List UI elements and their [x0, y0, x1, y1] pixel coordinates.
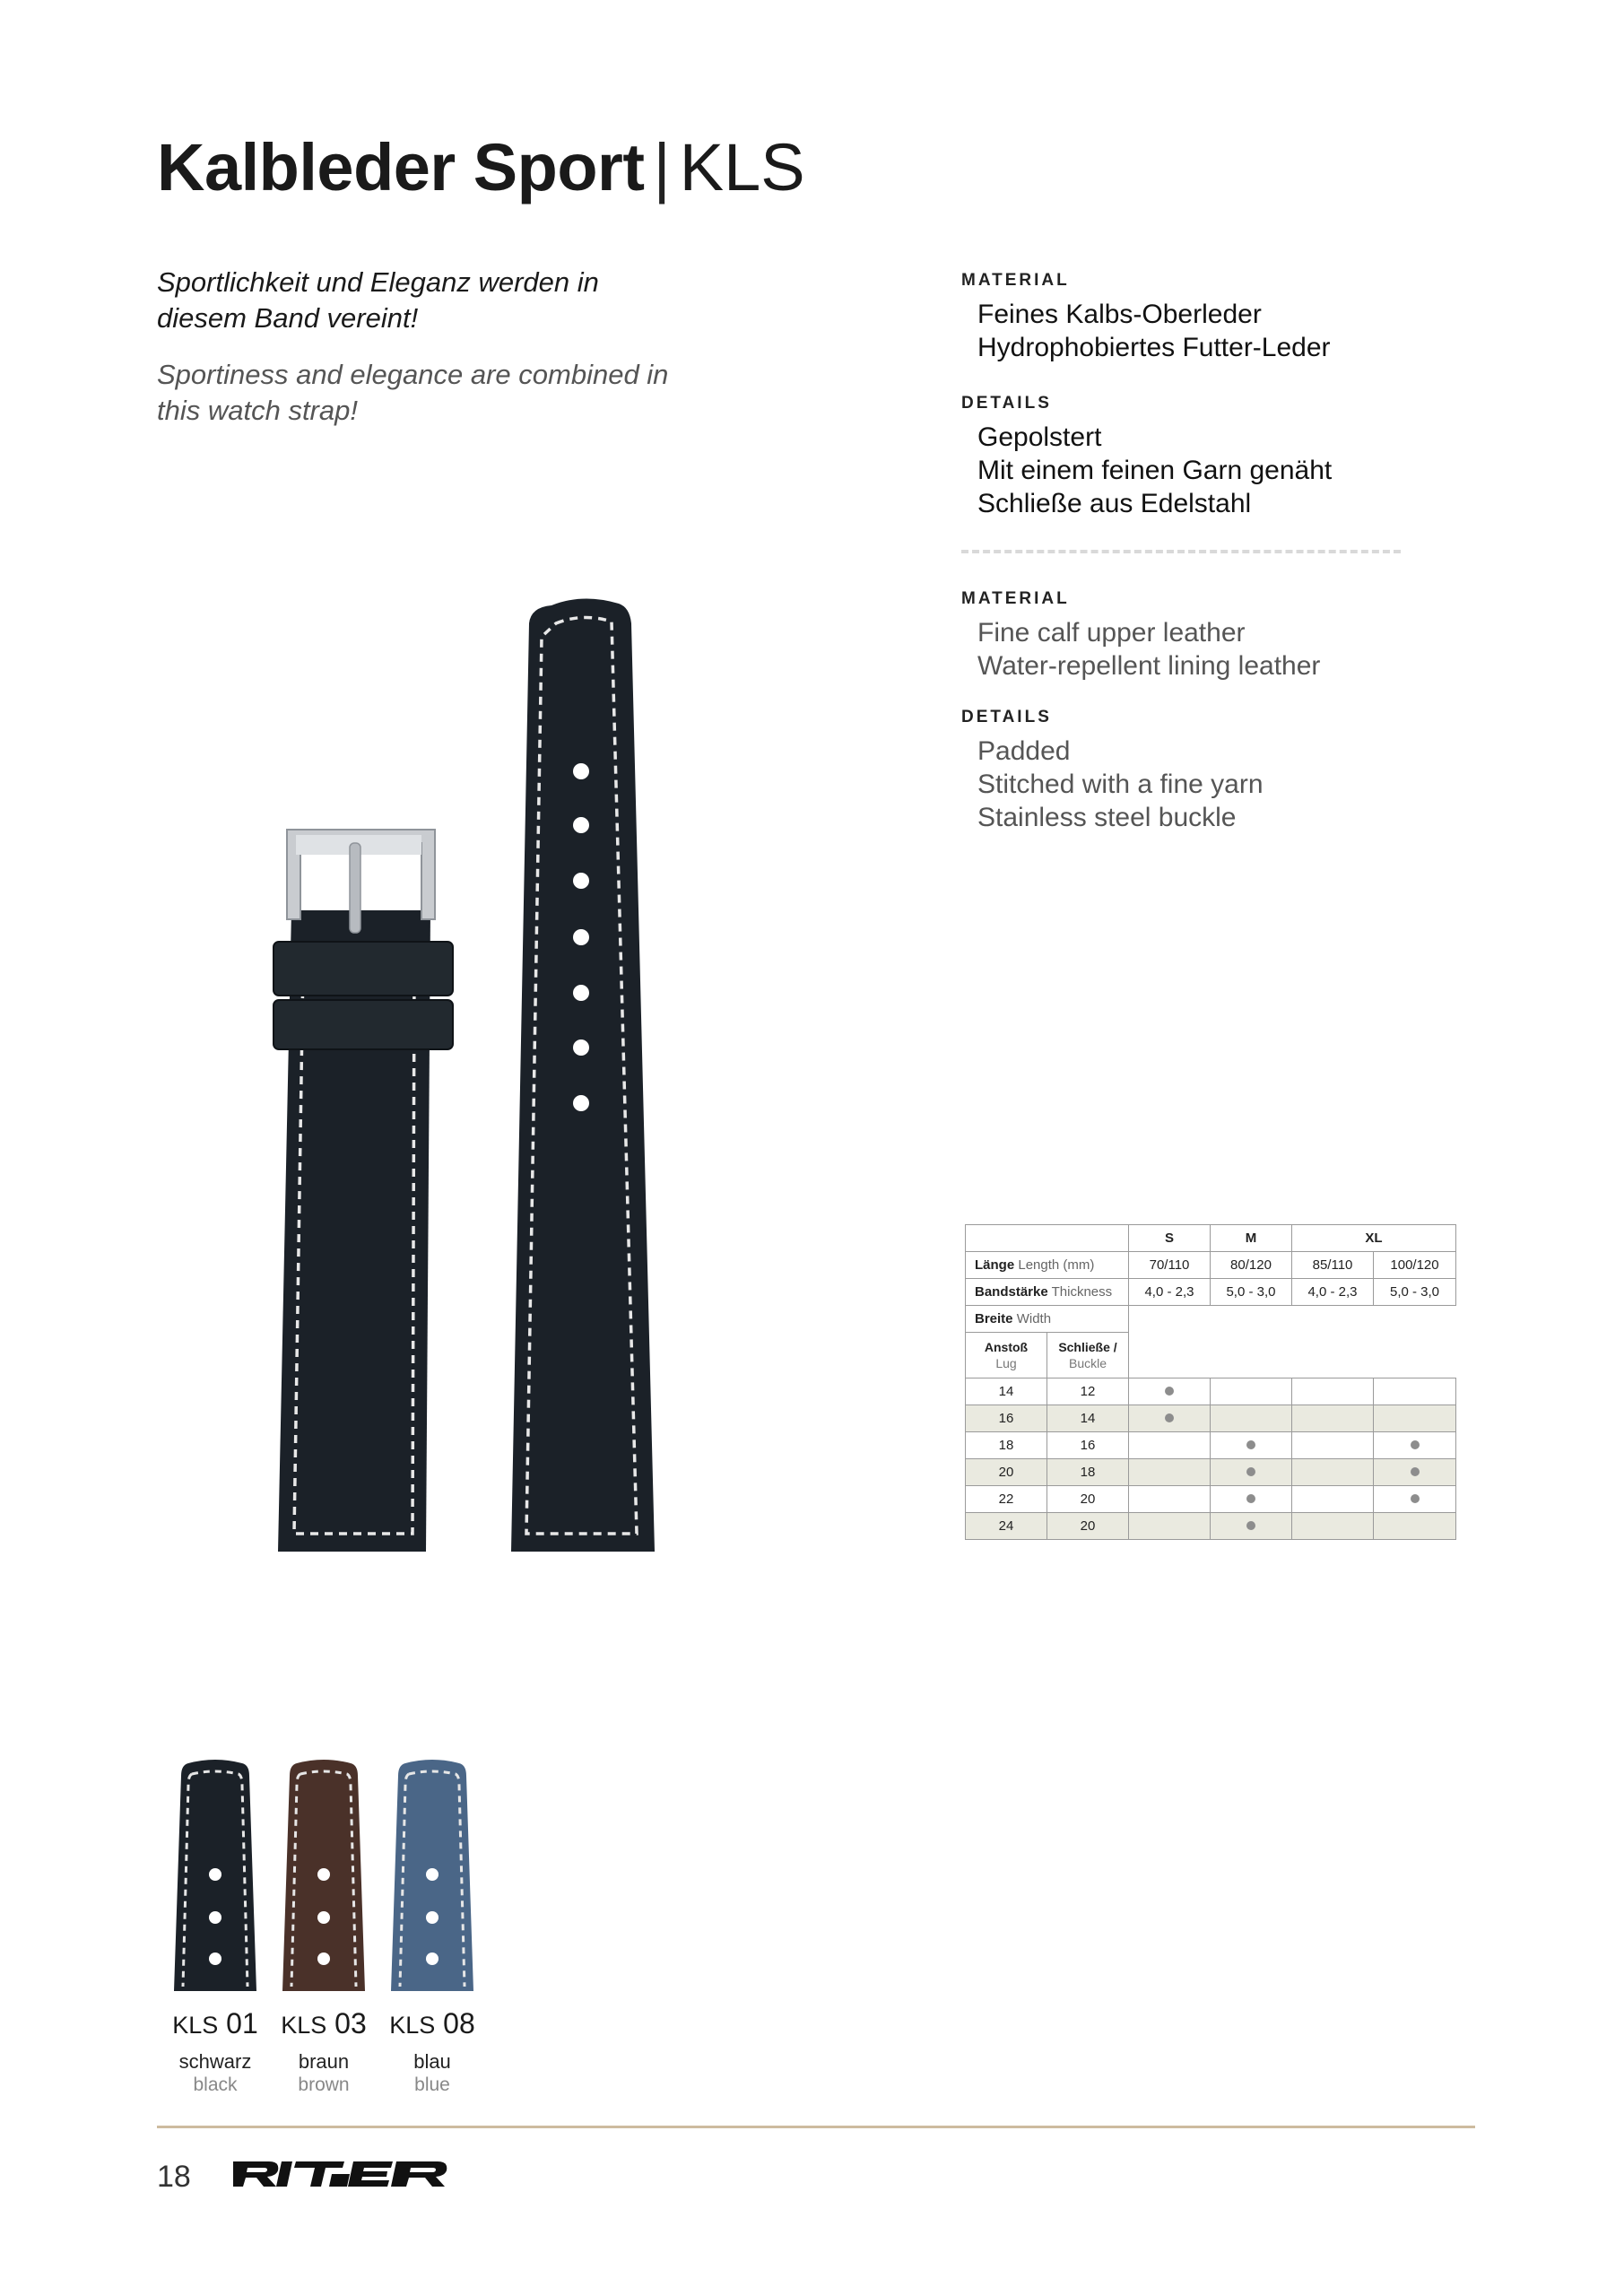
availability-cell [1129, 1459, 1211, 1486]
availability-cell [1211, 1378, 1292, 1405]
ritter-logo [233, 2158, 448, 2190]
table-row [966, 1405, 1456, 1432]
table-cell: 5,0 - 3,0 [1374, 1279, 1456, 1306]
spec-label: MATERIAL [961, 589, 1070, 608]
size-header-xl: XL [1292, 1225, 1456, 1252]
variant-name-de: blau [413, 2050, 451, 2073]
availability-cell [1374, 1378, 1456, 1405]
availability-cell [1292, 1405, 1374, 1432]
variant-swatch [387, 1758, 477, 1991]
table-cell: 24 [966, 1513, 1047, 1540]
width-label: Breite Width [966, 1306, 1129, 1333]
table-row [966, 1378, 1456, 1405]
table-cell: 5,0 - 3,0 [1211, 1279, 1292, 1306]
spec-line: Stainless steel buckle [977, 803, 1237, 832]
table-blank [1129, 1306, 1456, 1378]
table-row [966, 1513, 1456, 1540]
spec-line: Fine calf upper leather [977, 618, 1246, 648]
spec-label: DETAILS [961, 708, 1052, 726]
length-label: Länge Length (mm) [966, 1252, 1129, 1279]
variant-swatch [279, 1758, 369, 1991]
strap-hole [317, 1911, 330, 1924]
title-separator: | [653, 130, 671, 204]
spec-label: MATERIAL [961, 271, 1070, 290]
spec-line: Feines Kalbs-Oberleder [977, 300, 1262, 329]
table-cell: 18 [966, 1432, 1047, 1459]
spec-details-en [961, 708, 1428, 834]
available-dot-icon [1246, 1494, 1255, 1503]
table-cell: 20 [966, 1459, 1047, 1486]
spec-line: Hydrophobiertes Futter-Leder [977, 333, 1331, 362]
page-number: 18 [157, 2160, 191, 2194]
table-cell: 16 [1047, 1432, 1129, 1459]
title-code: KLS [679, 130, 805, 204]
table-cell: 16 [966, 1405, 1047, 1432]
availability-cell [1374, 1459, 1456, 1486]
availability-cell [1374, 1486, 1456, 1513]
spec-line: Schließe aus Edelstahl [977, 489, 1252, 518]
tagline-en: Sportiness and elegance are combined in this watch strap! [157, 359, 669, 426]
dashed-divider [961, 550, 1401, 553]
variant-name-en: brown [298, 2074, 350, 2095]
available-dot-icon [1246, 1521, 1255, 1530]
size-header-m: M [1211, 1225, 1292, 1252]
availability-cell [1211, 1432, 1292, 1459]
table-cell: 18 [1047, 1459, 1129, 1486]
available-dot-icon [1165, 1413, 1174, 1422]
strap-hole [426, 1868, 439, 1881]
table-cell: 14 [966, 1378, 1047, 1405]
variant-swatch [170, 1758, 260, 1991]
table-row [966, 1432, 1456, 1459]
table-cell: 85/110 [1292, 1252, 1374, 1279]
spec-line: Gepolstert [977, 422, 1102, 452]
table-cell: 100/120 [1374, 1252, 1456, 1279]
page-title [157, 130, 805, 204]
table-cell: 20 [1047, 1486, 1129, 1513]
table-cell: 14 [1047, 1405, 1129, 1432]
table-cell: 4,0 - 2,3 [1292, 1279, 1374, 1306]
available-dot-icon [1411, 1467, 1420, 1476]
variant-code: KLS 01 [172, 2007, 258, 2039]
available-dot-icon [1411, 1440, 1420, 1449]
availability-cell [1129, 1513, 1211, 1540]
table-row [966, 1486, 1456, 1513]
variant-code: KLS 03 [281, 2007, 367, 2039]
lug-header: Anstoß Lug [966, 1333, 1047, 1378]
spec-label: DETAILS [961, 394, 1052, 413]
availability-cell [1211, 1405, 1292, 1432]
strap-product-image [260, 587, 682, 1556]
spec-line: Padded [977, 736, 1071, 766]
availability-cell [1292, 1459, 1374, 1486]
available-dot-icon [1411, 1494, 1420, 1503]
thickness-label: Bandstärke Thickness [966, 1279, 1129, 1306]
availability-cell [1374, 1513, 1456, 1540]
table-cell: 12 [1047, 1378, 1129, 1405]
spec-material-de [961, 271, 1428, 364]
available-dot-icon [1165, 1387, 1174, 1396]
strap-hole [317, 1952, 330, 1965]
variant-name-de: schwarz [178, 2050, 252, 2073]
availability-cell [1211, 1486, 1292, 1513]
title-main: Kalbleder Sport [157, 130, 645, 204]
table-cell: 22 [966, 1486, 1047, 1513]
strap-hole [209, 1911, 221, 1924]
spec-line: Mit einem feinen Garn genäht [977, 456, 1333, 485]
availability-cell [1292, 1486, 1374, 1513]
spec-material-en [961, 589, 1428, 683]
buckle-header: Schließe / Buckle [1047, 1333, 1129, 1378]
availability-cell [1374, 1432, 1456, 1459]
available-dot-icon [1246, 1467, 1255, 1476]
strap-hole [426, 1952, 439, 1965]
spec-line: Water-repellent lining leather [977, 651, 1321, 681]
spec-details-de [961, 394, 1428, 520]
strap-hole [426, 1911, 439, 1924]
footer-divider [157, 2126, 1475, 2128]
variant-name-en: black [193, 2074, 238, 2095]
table-cell: 4,0 - 2,3 [1129, 1279, 1211, 1306]
variant-name-en: blue [414, 2074, 450, 2095]
strap-hole [209, 1952, 221, 1965]
availability-cell [1129, 1378, 1211, 1405]
strap-hole [317, 1868, 330, 1881]
availability-cell [1129, 1486, 1211, 1513]
availability-cell [1292, 1513, 1374, 1540]
table-cell: 80/120 [1211, 1252, 1292, 1279]
strap-hole [209, 1868, 221, 1881]
availability-cell [1211, 1459, 1292, 1486]
table-cell: 70/110 [1129, 1252, 1211, 1279]
variant-name-de: braun [298, 2050, 350, 2073]
availability-cell [1374, 1405, 1456, 1432]
table-row [966, 1459, 1456, 1486]
availability-cell [1211, 1513, 1292, 1540]
spec-line: Stitched with a fine yarn [977, 770, 1264, 799]
availability-cell [1129, 1432, 1211, 1459]
available-dot-icon [1246, 1440, 1255, 1449]
availability-cell [1129, 1405, 1211, 1432]
variant-code: KLS 08 [389, 2007, 475, 2039]
tagline-de: Sportlichkeit und Eleganz werden in diesem Band vereint! [157, 266, 599, 334]
size-table [965, 1224, 1456, 1540]
availability-cell [1292, 1432, 1374, 1459]
table-corner [966, 1225, 1129, 1252]
availability-cell [1292, 1378, 1374, 1405]
size-header-s: S [1129, 1225, 1211, 1252]
table-cell: 20 [1047, 1513, 1129, 1540]
